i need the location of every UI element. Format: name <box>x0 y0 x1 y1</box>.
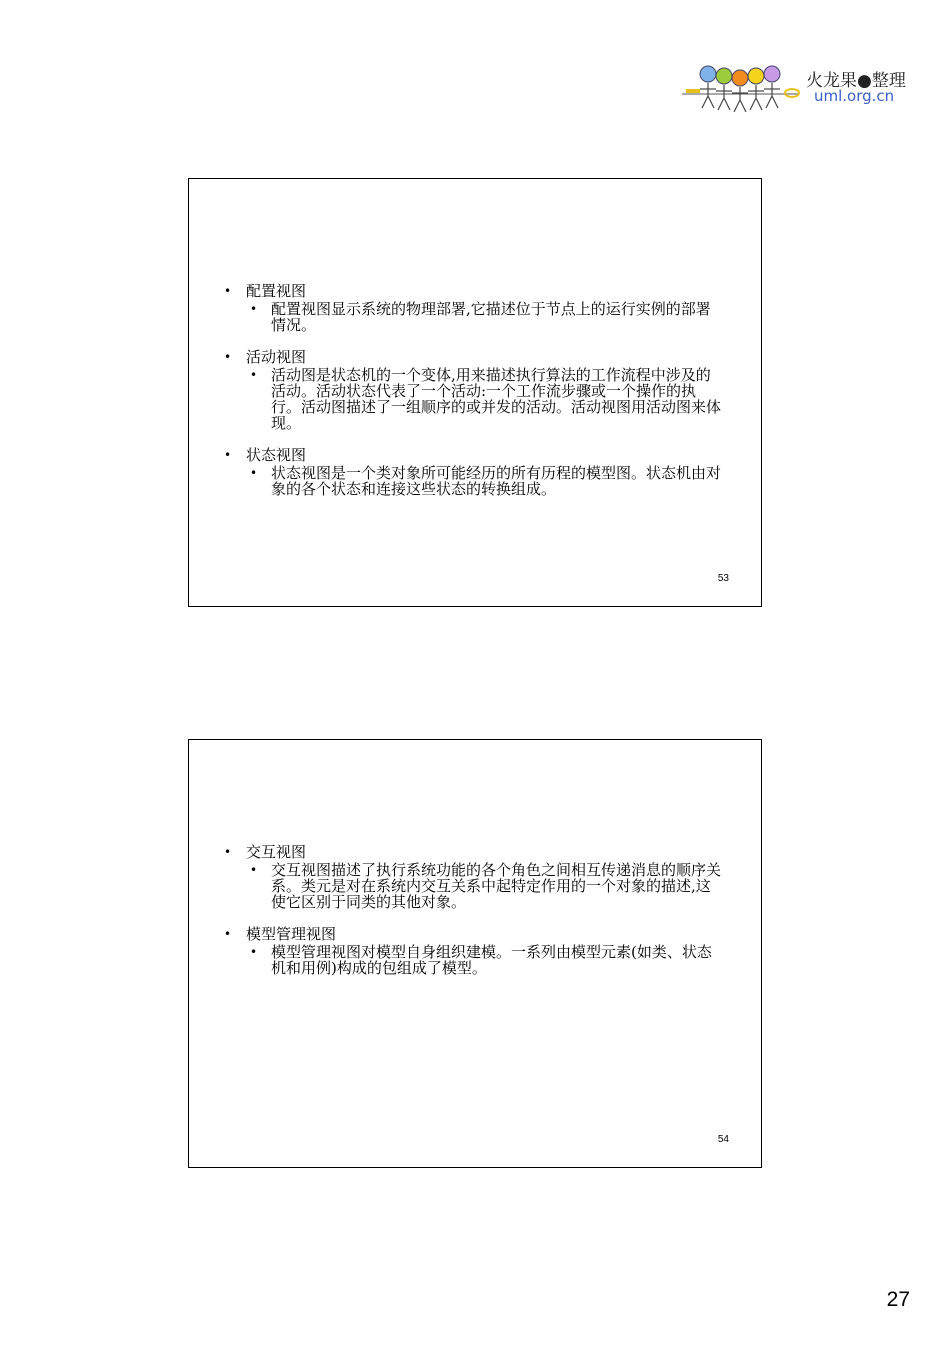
bullet-heading: • 活动视图 <box>219 349 721 366</box>
section-interaction-view <box>219 844 721 910</box>
slide-content <box>219 283 721 513</box>
bullet-body: • 配置视图显示系统的物理部署,它描述位于节点上的运行实例的部署情况。 <box>219 301 721 333</box>
site-logo <box>680 62 920 112</box>
bullet-body: • 状态视图是一个类对象所可能经历的所有历程的模型图。状态机由对象的各个状态和连接这些状态的转换组成。 <box>219 465 721 497</box>
slide-number: 54 <box>717 1134 729 1145</box>
bullet-body: • 交互视图描述了执行系统功能的各个角色之间相互传递消息的顺序关系。类元是对在系统内交互关系中起特定作用的一个对象的描述,这使它区别于同类的其他对象。 <box>219 862 721 910</box>
section-state-view <box>219 447 721 497</box>
slide-content <box>219 844 721 992</box>
bullet-heading: • 状态视图 <box>219 447 721 464</box>
bullet-heading: • 配置视图 <box>219 283 721 300</box>
logo-title: 火龙果●整理 <box>806 71 906 91</box>
bullet-body: • 模型管理视图对模型自身组织建模。一系列由模型元素(如类、状态机和用例)构成的包组成了模型。 <box>219 944 721 976</box>
section-model-management-view <box>219 926 721 976</box>
logo-url: uml.org.cn <box>814 87 895 105</box>
slide-54 <box>188 739 762 1168</box>
section-deployment-view <box>219 283 721 333</box>
bullet-body: • 活动图是状态机的一个变体,用来描述执行算法的工作流程中涉及的活动。活动状态代表了一个活动:一个工作流步骤或一个操作的执行。活动图描述了一组顺序的或并发的活动。活动视图用活动图来体现。 <box>219 367 721 431</box>
slide-number: 53 <box>717 573 729 584</box>
bullet-heading: • 模型管理视图 <box>219 926 721 943</box>
slide-53 <box>188 178 762 607</box>
bullet-heading: • 交互视图 <box>219 844 721 861</box>
section-activity-view <box>219 349 721 431</box>
figures-logo-icon <box>680 62 810 112</box>
page-number: 27 <box>886 1288 910 1311</box>
